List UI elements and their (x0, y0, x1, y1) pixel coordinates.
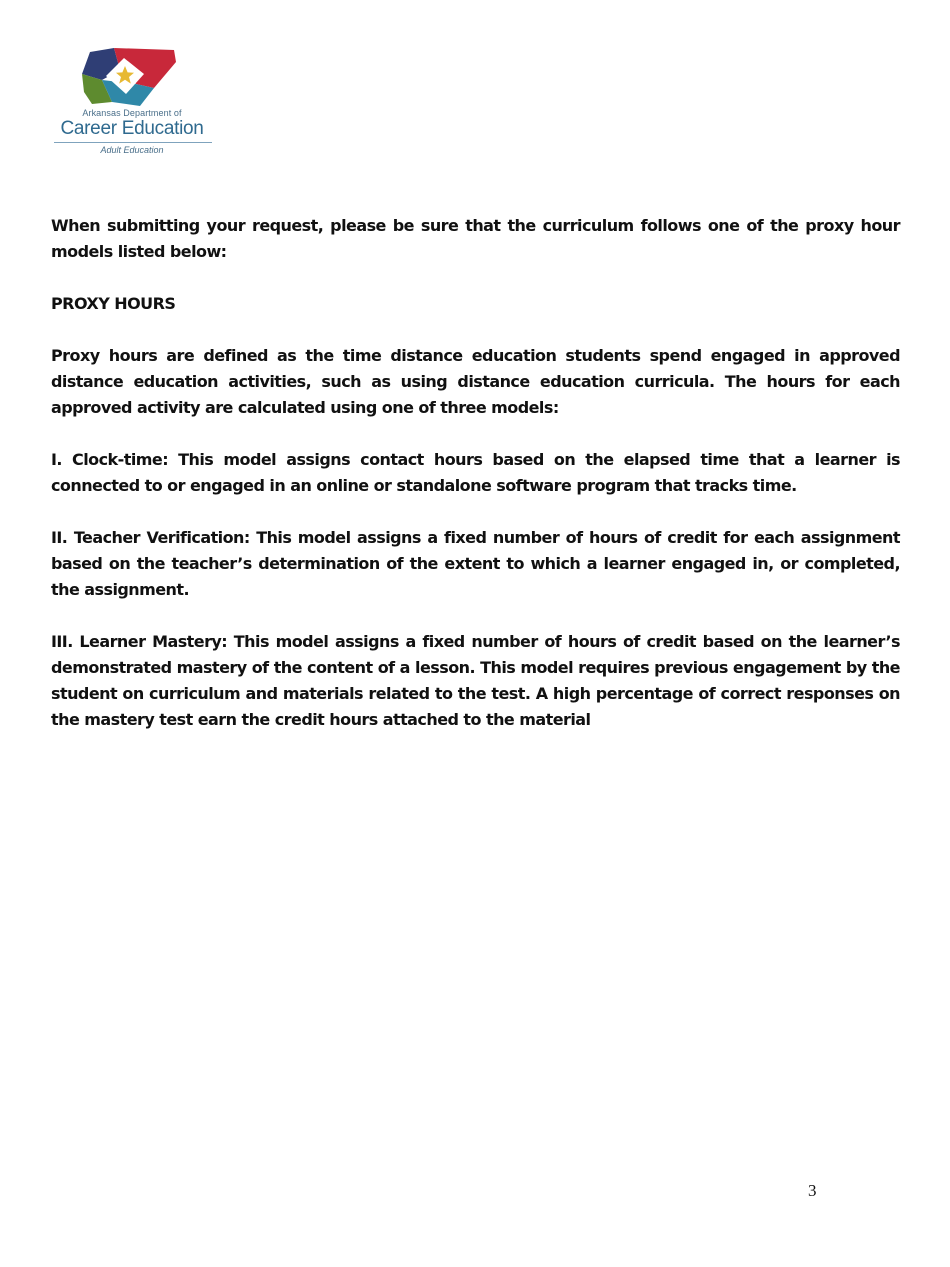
section-heading: PROXY HOURS (51, 294, 176, 313)
document-body (51, 213, 900, 759)
logo-divider (54, 142, 212, 143)
page-number: 3 (808, 1181, 817, 1200)
logo-agency-name: Career Education (60, 118, 204, 139)
intro-paragraph: When submitting your request, please be sure that the curriculum follows one of the proxy hour models listed below: (51, 216, 900, 261)
model-clock-time-paragraph: I. Clock-time: This model assigns contact hours based on the elapsed time that a learner is connected to or engaged in an online or standalone software program that tracks time. (51, 450, 900, 495)
model-learner-mastery-paragraph: III. Learner Mastery: This model assigns a fixed number of hours of credit based on the learner’s demonstrated mastery of the content of a lesson. This model requires previous engagement by the student on curriculum and materials related to the test. A high percentage of correct responses on the mastery test earn the credit hours attached to the material (51, 632, 900, 729)
logo-division-name: Adult Education (100, 145, 164, 155)
logo-agency-prefix: Arkansas Department of (82, 108, 182, 118)
arkansas-state-logo-icon (76, 44, 188, 108)
model-teacher-verification-paragraph: II. Teacher Verification: This model assigns a fixed number of hours of credit for each assignment based on the teacher’s determination of the extent to which a learner engaged in, or completed, the assignment. (51, 528, 900, 599)
definition-paragraph: Proxy hours are defined as the time distance education students spend engaged in approved distance education activities, such as using distance education curricula. The hours for each approved activity are calculated using one of three models: (51, 346, 900, 417)
agency-logo (50, 40, 220, 162)
